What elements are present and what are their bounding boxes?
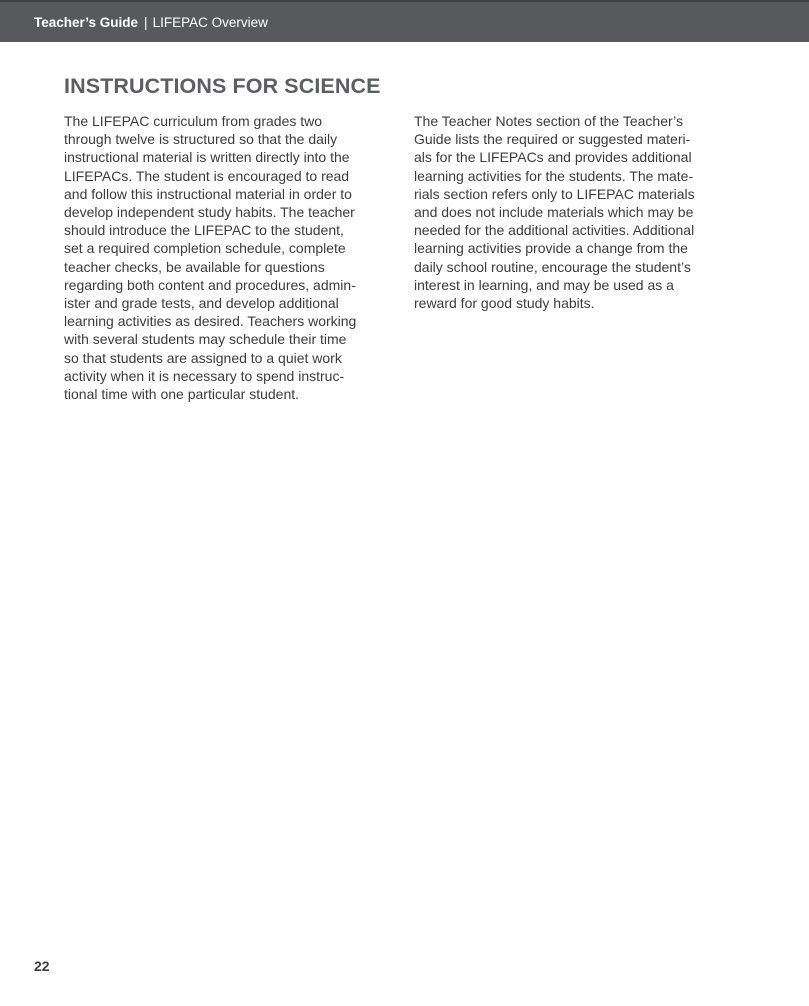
paragraph-line: develop independent study habits. The teacher: [64, 204, 355, 221]
header-guide-title: Teacher’s Guide: [34, 14, 139, 30]
paragraph-line: learning activities provide a change from the: [414, 240, 688, 257]
paragraph-line: LIFEPACs. The student is encouraged to read: [64, 167, 350, 184]
right-column-text: [414, 112, 744, 312]
paragraph-line: should introduce the LIFEPAC to the student,: [64, 222, 344, 239]
header-section-title: LIFEPAC Overview: [152, 14, 268, 30]
paragraph-line: rials section refers only to LIFEPAC materials: [414, 185, 695, 202]
paragraph-line: learning activities for the students. The mate-: [414, 167, 694, 184]
running-header: [0, 0, 809, 42]
paragraph-line: with several students may schedule their time: [64, 331, 347, 348]
header-separator: |: [144, 14, 148, 30]
paragraph-line: set a required completion schedule, complete: [64, 240, 346, 257]
paragraph-line: instructional material is written directly into the: [64, 149, 350, 166]
page-title: INSTRUCTIONS FOR SCIENCE: [64, 74, 381, 98]
paragraph-line: ister and grade tests, and develop additional: [64, 295, 339, 312]
paragraph-line: The LIFEPAC curriculum from grades two: [64, 113, 323, 129]
paragraph-line: learning activities as desired. Teachers working: [64, 313, 357, 330]
paragraph-line: Guide lists the required or suggested materi-: [414, 131, 691, 148]
paragraph-line: and follow this instructional material in order to: [64, 185, 352, 202]
paragraph-line: needed for the additional activities. Additional: [414, 222, 695, 239]
paragraph-line: so that students are assigned to a quiet work: [64, 349, 342, 366]
paragraph-line: tional time with one particular student.: [64, 386, 300, 403]
paragraph-line: als for the LIFEPACs and provides additional: [414, 149, 692, 166]
paragraph-line: teacher checks, be available for questions: [64, 258, 325, 275]
paragraph-line: activity when it is necessary to spend instruc-: [64, 367, 345, 384]
left-column-text: [64, 112, 400, 403]
paragraph-line: through twelve is structured so that the daily: [64, 131, 338, 148]
paragraph-line: reward for good study habits.: [414, 295, 595, 312]
paragraph-line: daily school routine, encourage the student’s: [414, 258, 691, 275]
paragraph-line: The Teacher Notes section of the Teacher’s: [414, 113, 684, 129]
paragraph-line: interest in learning, and may be used as a: [414, 276, 674, 293]
paragraph-line: and does not include materials which may be: [414, 204, 694, 221]
paragraph-line: regarding both content and procedures, admin-: [64, 276, 356, 293]
page-number: 22: [34, 958, 50, 974]
